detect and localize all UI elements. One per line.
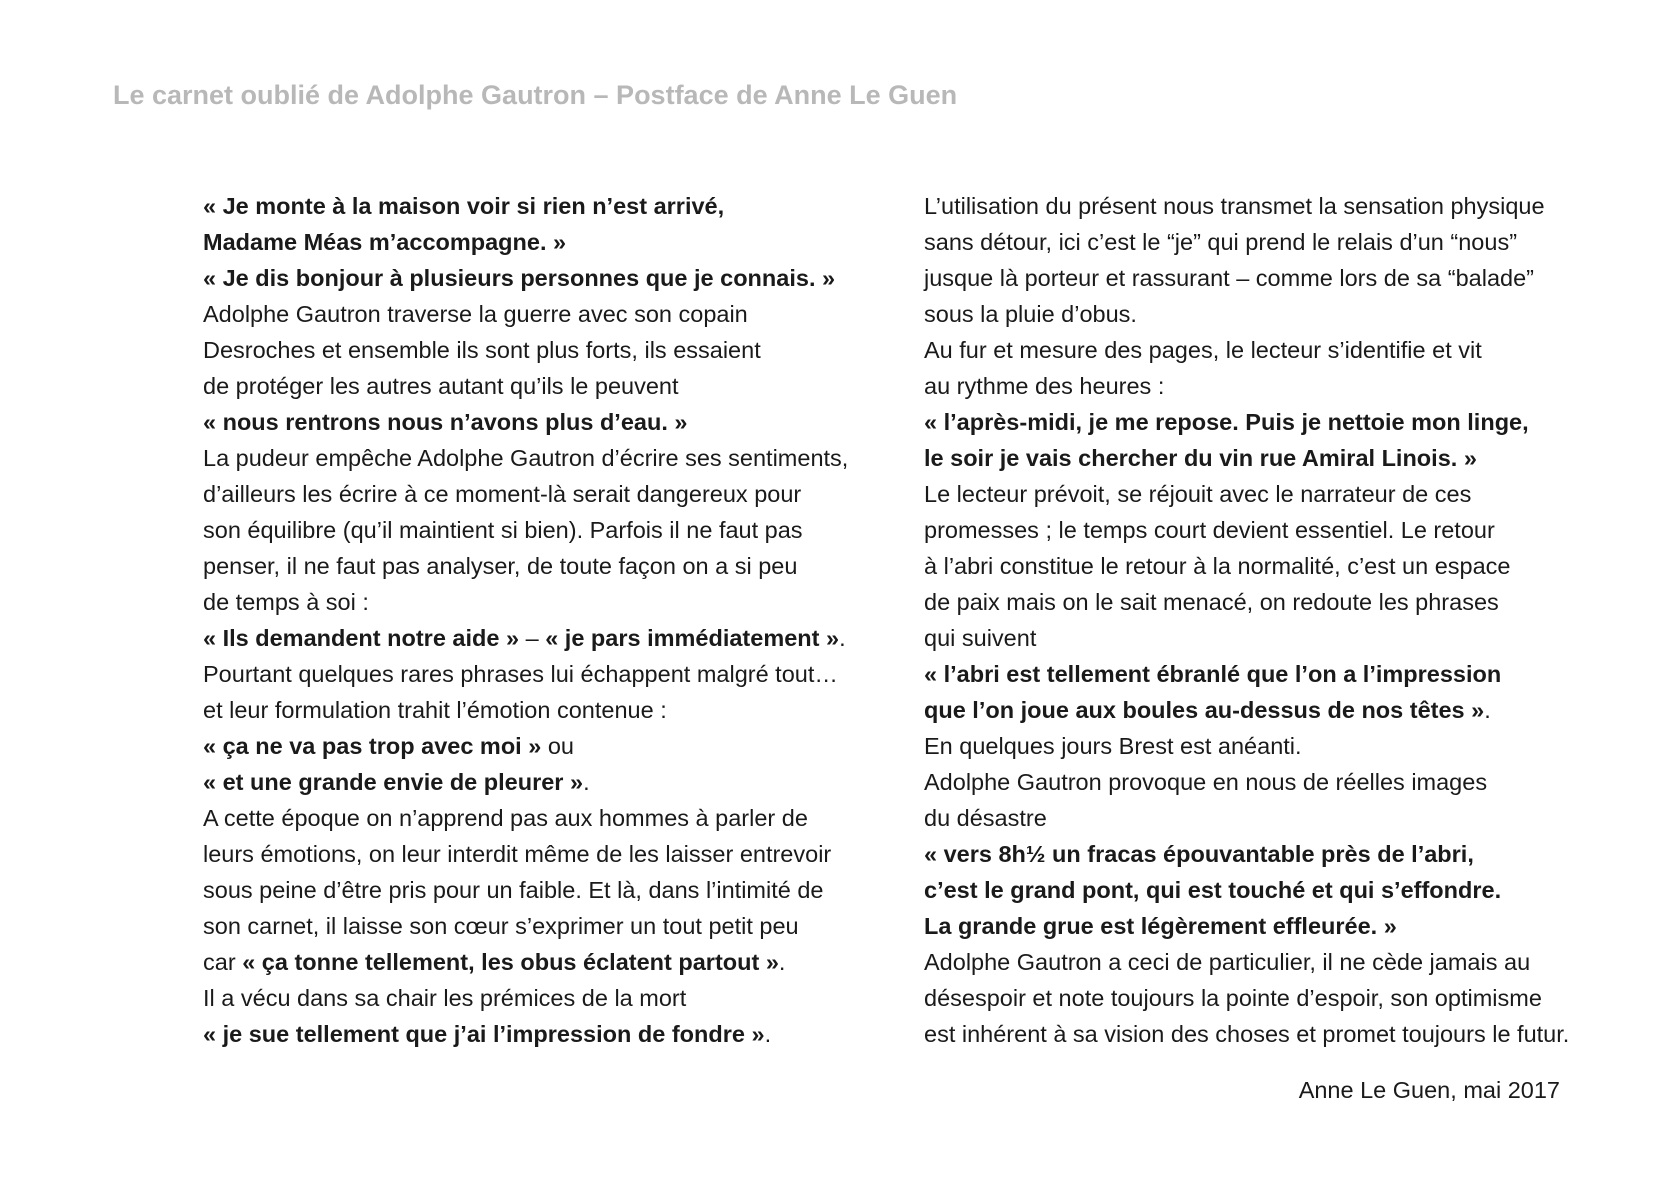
quote-text: « nous rentrons nous n’avons plus d’eau. » [203, 409, 688, 435]
quote-text: « je pars immédiatement » [545, 625, 840, 651]
text-line [203, 1016, 848, 1052]
body-text: désespoir et note toujours la pointe d’espoir, son optimisme [924, 985, 1542, 1011]
text-line [924, 224, 1569, 260]
body-text: qui suivent [924, 625, 1037, 651]
body-text: Il a vécu dans sa chair les prémices de la mort [203, 985, 687, 1011]
text-line [924, 908, 1569, 944]
body-text: sous peine d’être pris pour un faible. Et là, dans l’intimité de [203, 877, 824, 903]
body-text: au rythme des heures : [924, 373, 1165, 399]
text-line [924, 872, 1569, 908]
body-text: et leur formulation trahit l’émotion contenue : [203, 697, 667, 723]
text-line [203, 800, 848, 836]
body-text: Le lecteur prévoit, se réjouit avec le narrateur de ces [924, 481, 1472, 507]
text-line [924, 656, 1569, 692]
body-text: d’ailleurs les écrire à ce moment-là serait dangereux pour [203, 481, 802, 507]
text-line [924, 764, 1569, 800]
text-line [924, 620, 1569, 656]
text-line [203, 188, 848, 224]
body-text: L’utilisation du présent nous transmet la sensation physique [924, 193, 1545, 219]
text-line [203, 332, 848, 368]
body-text: Adolphe Gautron traverse la guerre avec son copain [203, 301, 748, 327]
body-text: – [519, 625, 546, 651]
text-line [924, 692, 1569, 728]
body-text: . [583, 769, 590, 795]
body-text: son équilibre (qu’il maintient si bien). Parfois il ne faut pas [203, 517, 803, 543]
body-text: . [839, 625, 846, 651]
body-text: est inhérent à sa vision des choses et promet toujours le futur. [924, 1021, 1570, 1047]
quote-text: « l’abri est tellement ébranlé que l’on a l’impression [924, 661, 1502, 687]
body-text: Adolphe Gautron provoque en nous de réelles images [924, 769, 1488, 795]
text-line [203, 584, 848, 620]
text-line [924, 944, 1569, 980]
text-line [924, 440, 1569, 476]
quote-text: « et une grande envie de pleurer » [203, 769, 584, 795]
text-line [203, 728, 848, 764]
quote-text: que l’on joue aux boules au-dessus de nos têtes » [924, 697, 1485, 723]
body-text: A cette époque on n’apprend pas aux hommes à parler de [203, 805, 808, 831]
quote-text: « Ils demandent notre aide » [203, 625, 520, 651]
body-text: sous la pluie d’obus. [924, 301, 1137, 327]
text-line [203, 548, 848, 584]
body-text: penser, il ne faut pas analyser, de toute façon on a si peu [203, 553, 798, 579]
left-text-column [203, 188, 848, 1052]
quote-text: « ça ne va pas trop avec moi » [203, 733, 542, 759]
body-text: de paix mais on le sait menacé, on redoute les phrases [924, 589, 1499, 615]
body-text: sans détour, ici c’est le “je” qui prend le relais d’un “nous” [924, 229, 1518, 255]
text-line [203, 908, 848, 944]
text-line [203, 692, 848, 728]
text-line [203, 656, 848, 692]
text-line [924, 404, 1569, 440]
body-text: . [778, 949, 786, 975]
page-header: Le carnet oublié de Adolphe Gautron – Postface de Anne Le Guen [113, 80, 958, 110]
text-line [203, 224, 848, 260]
text-line [203, 476, 848, 512]
body-text: à l’abri constitue le retour à la normalité, c’est un espace [924, 553, 1511, 579]
text-line [203, 260, 848, 296]
text-line [924, 836, 1569, 872]
body-text: Pourtant quelques rares phrases lui échappent malgré tout… [203, 661, 838, 687]
body-text: En quelques jours Brest est anéanti. [924, 733, 1302, 759]
body-text: . [764, 1021, 772, 1047]
body-text: leurs émotions, on leur interdit même de les laisser entrevoir [203, 841, 832, 867]
text-line [203, 764, 848, 800]
text-line [924, 368, 1569, 404]
body-text: jusque là porteur et rassurant – comme lors de sa “balade” [924, 265, 1535, 291]
text-line [203, 440, 848, 476]
text-line [924, 512, 1569, 548]
body-text: de temps à soi : [203, 589, 369, 615]
body-text: de protéger les autres autant qu’ils le peuvent [203, 373, 679, 399]
text-line [203, 980, 848, 1016]
body-text: ou [541, 733, 574, 759]
text-line [203, 512, 848, 548]
quote-text: c’est le grand pont, qui est touché et qui s’effondre. [924, 877, 1502, 903]
text-line [203, 620, 848, 656]
right-text-column [924, 188, 1569, 1052]
text-line [924, 1016, 1569, 1052]
quote-text: « l’après-midi, je me repose. Puis je nettoie mon linge, [924, 409, 1529, 435]
body-text: du désastre [924, 805, 1047, 831]
text-line [203, 944, 848, 980]
text-line [203, 296, 848, 332]
body-text: . [1484, 697, 1491, 723]
text-line [924, 188, 1569, 224]
quote-text: « Je dis bonjour à plusieurs personnes que je connais. » [203, 265, 836, 291]
text-line [203, 836, 848, 872]
quote-text: « ça tonne tellement, les obus éclatent partout » [242, 949, 779, 975]
text-line [203, 368, 848, 404]
body-text: Desroches et ensemble ils sont plus forts, ils essaient [203, 337, 761, 363]
text-line [924, 296, 1569, 332]
quote-text: « Je monte à la maison voir si rien n’est arrivé, [203, 193, 725, 219]
text-line [924, 332, 1569, 368]
text-line [924, 476, 1569, 512]
text-line [924, 548, 1569, 584]
quote-text: La grande grue est légèrement effleurée. » [924, 913, 1397, 939]
quote-text: Madame Méas m’accompagne. » [203, 229, 567, 255]
body-text: car [203, 949, 243, 975]
body-text: Adolphe Gautron a ceci de particulier, il ne cède jamais au [924, 949, 1531, 975]
author-signature: Anne Le Guen, mai 2017 [1298, 1077, 1560, 1103]
body-text: Au fur et mesure des pages, le lecteur s’identifie et vit [924, 337, 1482, 363]
body-text: La pudeur empêche Adolphe Gautron d’écrire ses sentiments, [203, 445, 849, 471]
text-line [203, 872, 848, 908]
quote-text: « vers 8h½ un fracas épouvantable près de l’abri, [924, 841, 1474, 867]
quote-text: le soir je vais chercher du vin rue Amiral Linois. » [924, 445, 1477, 471]
text-line [924, 728, 1569, 764]
quote-text: « je sue tellement que j’ai l’impression de fondre » [203, 1021, 765, 1047]
text-line [924, 980, 1569, 1016]
text-line [924, 260, 1569, 296]
body-text: promesses ; le temps court devient essentiel. Le retour [924, 517, 1495, 543]
text-line [203, 404, 848, 440]
text-line [924, 800, 1569, 836]
text-line [924, 584, 1569, 620]
body-text: son carnet, il laisse son cœur s’exprimer un tout petit peu [203, 913, 799, 939]
